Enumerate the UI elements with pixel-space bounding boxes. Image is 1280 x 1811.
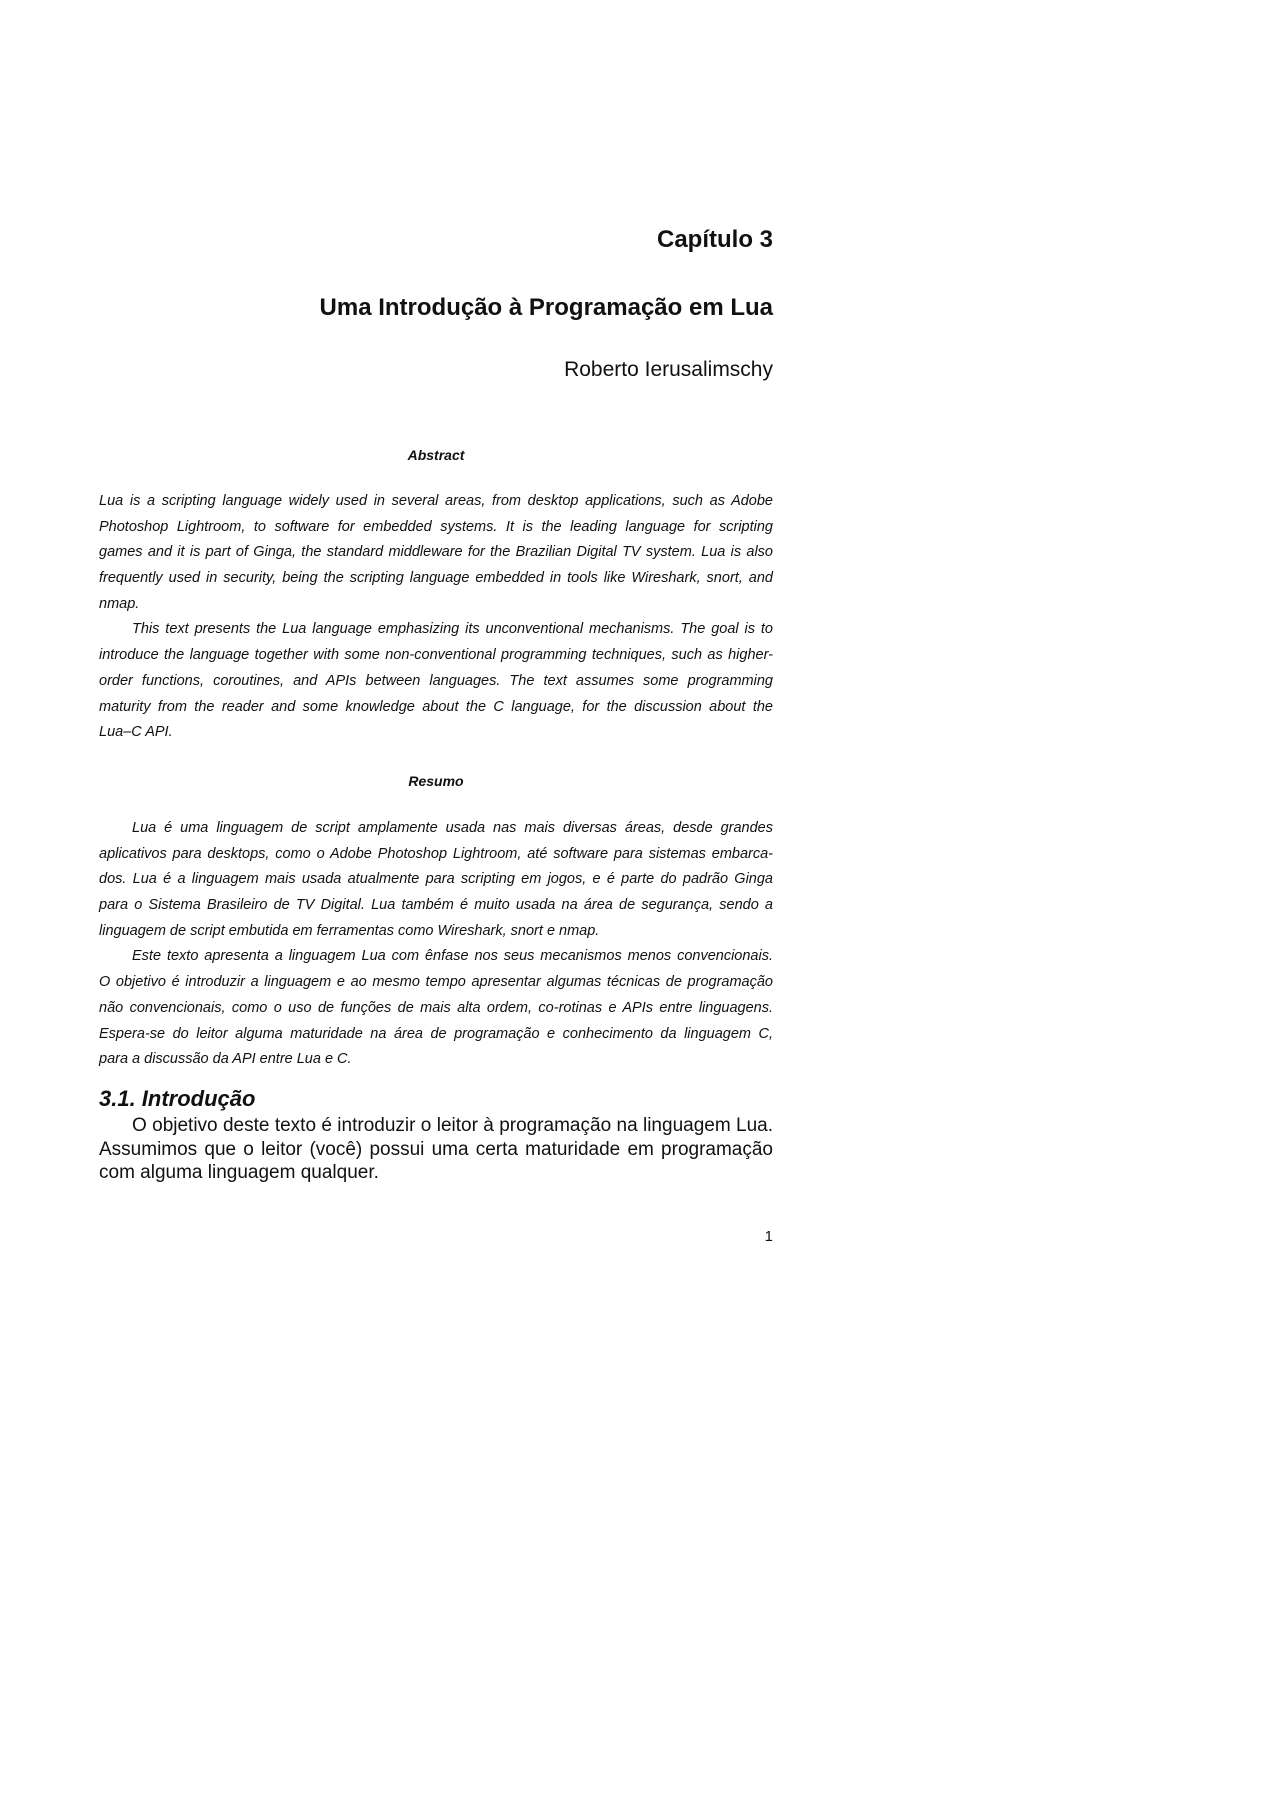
text-line: linguagem de script embutida em ferramentas como Wireshark, snort e nmap. bbox=[99, 922, 600, 939]
section-heading: 3.1. Introdução bbox=[99, 1086, 256, 1111]
text-line: Assumimos que o leitor (você) possui uma certa maturidade em programação bbox=[99, 1138, 773, 1160]
text-line: aplicativos para desktops, como o Adobe Photoshop Lightroom, até software para sistemas embarca- bbox=[99, 845, 773, 862]
text-line: Photoshop Lightroom, to software for embedded systems. It is the leading language for scripting bbox=[99, 518, 773, 535]
text-line: This text presents the Lua language emphasizing its unconventional mechanisms. The goal is to bbox=[132, 621, 773, 638]
text-line: order functions, coroutines, and APIs between languages. The text assumes some programming bbox=[99, 672, 773, 689]
text-line: games and it is part of Ginga, the standard middleware for the Brazilian Digital TV system. Lua is also bbox=[99, 544, 773, 561]
section-body bbox=[99, 1114, 773, 1185]
text-line: para o Sistema Brasileiro de TV Digital. Lua também é muito usada na área de segurança, sendo a bbox=[99, 897, 773, 914]
page-number: 1 bbox=[764, 1228, 773, 1245]
abstract-heading: Abstract bbox=[407, 447, 465, 463]
text-line: com alguma linguagem qualquer. bbox=[99, 1162, 379, 1183]
text-line: Este texto apresenta a linguagem Lua com ênfase nos seus mecanismos menos convencionais. bbox=[132, 948, 773, 965]
resumo-body bbox=[99, 816, 773, 1073]
resumo-heading: Resumo bbox=[408, 773, 464, 789]
text-line: maturity from the reader and some knowledge about the C language, for the discussion about the bbox=[99, 698, 773, 715]
text-line: Espera-se do leitor alguma maturidade na área de programação e conhecimento da linguagem C, bbox=[99, 1025, 773, 1042]
text-line: para a discussão da API entre Lua e C. bbox=[99, 1051, 352, 1068]
text-line: nmap. bbox=[99, 595, 140, 612]
text-line: O objetivo deste texto é introduzir o leitor à programação na linguagem Lua. bbox=[132, 1115, 773, 1136]
text-line: frequently used in security, being the scripting language embedded in tools like Wireshark, snort, and bbox=[99, 570, 773, 587]
text-line: introduce the language together with some non-conventional programming techniques, such as higher- bbox=[99, 647, 773, 664]
chapter-title: Uma Introdução à Programação em Lua bbox=[319, 294, 773, 321]
text-line: dos. Lua é a linguagem mais usada atualmente para scripting em jogos, e é parte do padrão Ginga bbox=[99, 871, 773, 888]
abstract-body bbox=[99, 489, 773, 746]
text-line: Lua–C API. bbox=[99, 724, 173, 741]
text-line: não convencionais, como o uso de funções de mais alta ordem, co-rotinas e APIs entre linguagens. bbox=[99, 999, 773, 1016]
chapter-label: Capítulo 3 bbox=[656, 226, 773, 253]
text-line: O objetivo é introduzir a linguagem e ao mesmo tempo apresentar algumas técnicas de programação bbox=[99, 974, 773, 991]
author-name: Roberto Ierusalimschy bbox=[564, 358, 773, 381]
text-line: Lua é uma linguagem de script amplamente usada nas mais diversas áreas, desde grandes bbox=[132, 820, 773, 836]
text-line: Lua is a scripting language widely used in several areas, from desktop applications, such as Adobe bbox=[99, 493, 773, 509]
